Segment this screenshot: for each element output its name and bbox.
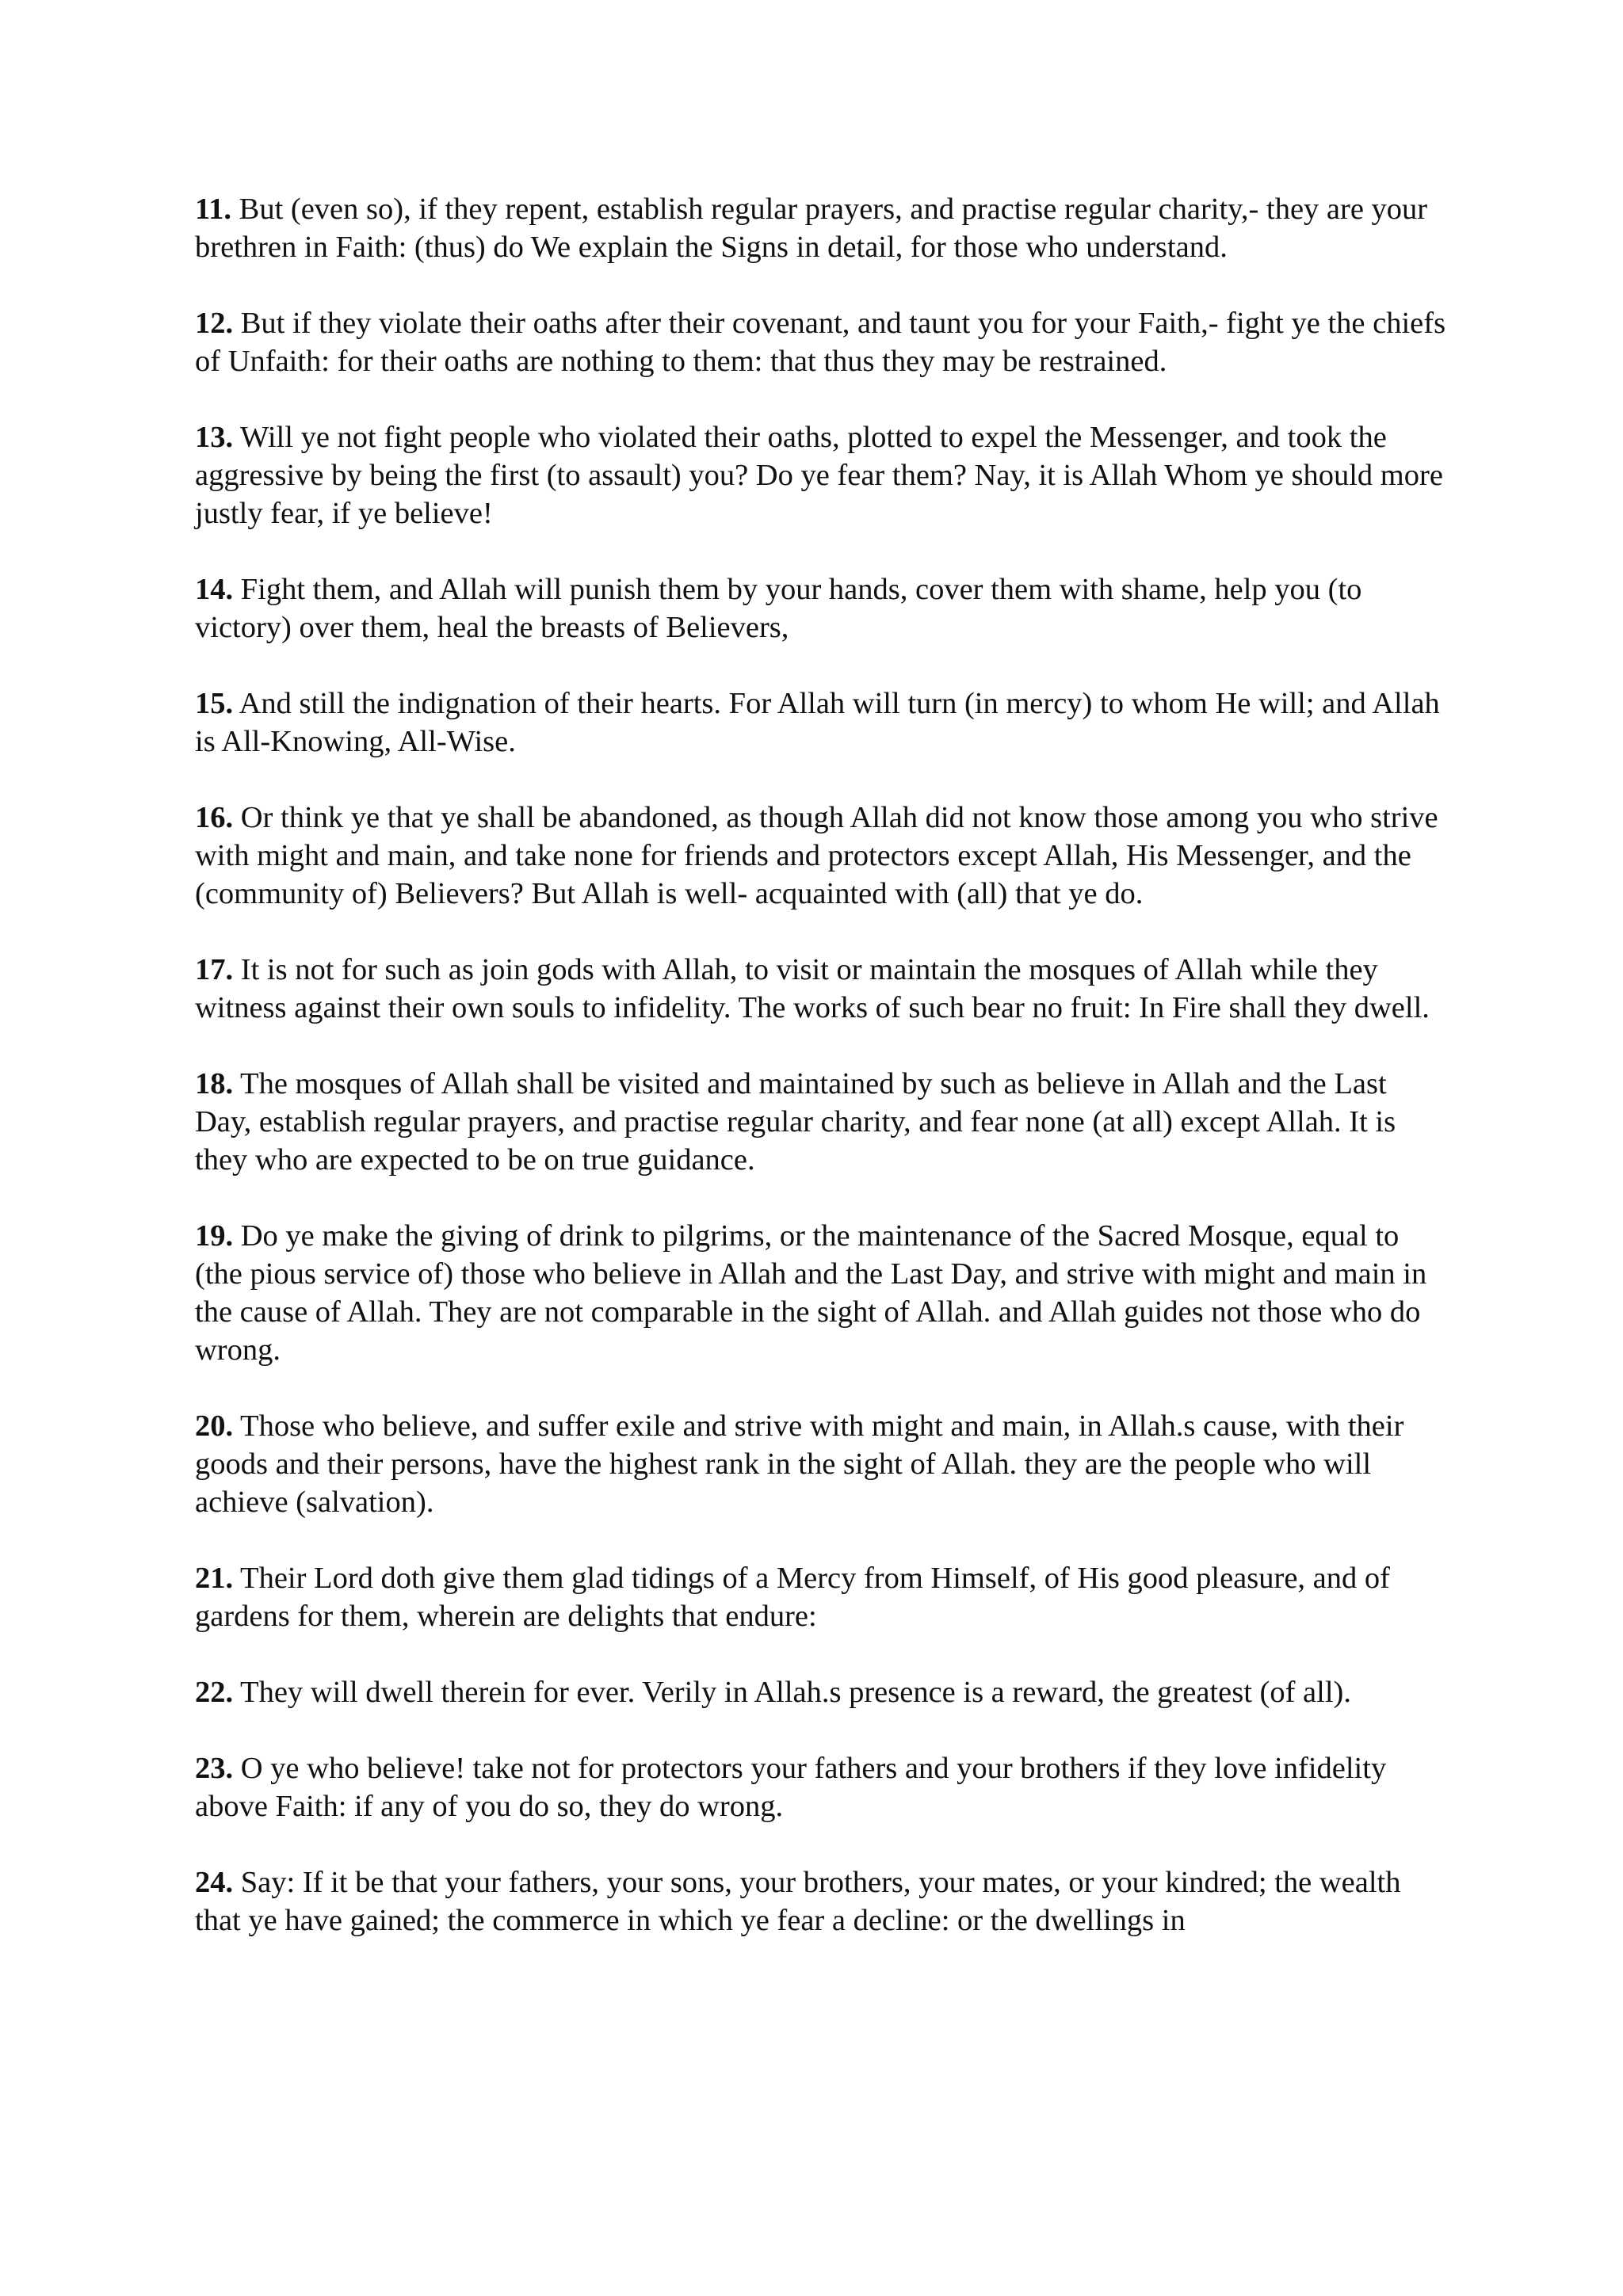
- verse-number: 13.: [195, 421, 234, 454]
- verse-13: [195, 418, 1447, 532]
- verse-text: They will dwell therein for ever. Verily in Allah.s presence is a reward, the greatest (of all).: [233, 1676, 1351, 1709]
- verse-24: [195, 1863, 1447, 1939]
- verse-text: Do ye make the giving of drink to pilgrims, or the maintenance of the Sacred Mosque, equal to (the pious service of) those who believe in Allah and the Last Day, and strive with might and main in the cause of Allah. They are not comparable in the sight of Allah. and Allah guides not those who do wrong.: [195, 1219, 1427, 1367]
- verse-text: But if they violate their oaths after their covenant, and taunt you for your Faith,- fight ye the chiefs of Unfaith: for their oaths are nothing to them: that thus they may be restrained.: [195, 307, 1446, 378]
- verse-number: 24.: [195, 1866, 234, 1899]
- verse-text: Or think ye that ye shall be abandoned, as though Allah did not know those among you who strive with might and main, and take none for friends and protectors except Allah, His Messenger, and the (community of) Believers? But Allah is well- acquainted with (all) that ye do.: [195, 801, 1438, 910]
- verse-11: [195, 190, 1447, 266]
- verse-number: 21.: [195, 1562, 234, 1595]
- verse-number: 11.: [195, 193, 232, 226]
- verse-text: The mosques of Allah shall be visited and maintained by such as believe in Allah and the Last Day, establish regular prayers, and practise regular charity, and fear none (at all) except Allah. It is they who are expected to be on true guidance.: [195, 1067, 1396, 1177]
- verse-number: 17.: [195, 953, 234, 986]
- document-page: [195, 190, 1447, 1978]
- verse-text: But (even so), if they repent, establish regular prayers, and practise regular charity,- they are your brethren in Faith: (thus) do We explain the Signs in detail, for those who understand.: [195, 193, 1428, 264]
- verse-16: [195, 799, 1447, 913]
- verse-number: 12.: [195, 307, 234, 340]
- verse-number: 18.: [195, 1067, 234, 1100]
- verse-number: 20.: [195, 1409, 234, 1443]
- verse-text: Say: If it be that your fathers, your sons, your brothers, your mates, or your kindred; the wealth that ye have gained; the commerce in which ye fear a decline: or the dwellings in: [195, 1866, 1401, 1937]
- verse-22: [195, 1673, 1447, 1711]
- verse-number: 15.: [195, 687, 234, 720]
- verse-17: [195, 951, 1447, 1027]
- verse-text: And still the indignation of their hearts. For Allah will turn (in mercy) to whom He will; and Allah is All-Knowing, All-Wise.: [195, 687, 1440, 758]
- verse-number: 22.: [195, 1676, 234, 1709]
- verse-text: Fight them, and Allah will punish them by your hands, cover them with shame, help you (to victory) over them, heal the breasts of Believers,: [195, 573, 1362, 644]
- verse-text: Their Lord doth give them glad tidings of a Mercy from Himself, of His good pleasure, and of gardens for them, wherein are delights that endure:: [195, 1562, 1390, 1633]
- verse-number: 19.: [195, 1219, 234, 1253]
- verse-12: [195, 304, 1447, 380]
- verse-18: [195, 1065, 1447, 1179]
- verse-text: Will ye not fight people who violated their oaths, plotted to expel the Messenger, and took the aggressive by being the first (to assault) you? Do ye fear them? Nay, it is Allah Whom ye should more justly fear, if ye believe!: [195, 421, 1443, 530]
- verse-21: [195, 1559, 1447, 1635]
- verse-23: [195, 1749, 1447, 1825]
- verse-number: 14.: [195, 573, 234, 606]
- verse-text: Those who believe, and suffer exile and strive with might and main, in Allah.s cause, with their goods and their persons, have the highest rank in the sight of Allah. they are the people who will achieve (salvation).: [195, 1409, 1404, 1519]
- verse-text: It is not for such as join gods with Allah, to visit or maintain the mosques of Allah while they witness against their own souls to infidelity. The works of such bear no fruit: In Fire shall they dwell.: [195, 953, 1430, 1024]
- verse-15: [195, 685, 1447, 761]
- verse-number: 23.: [195, 1752, 234, 1785]
- verse-19: [195, 1217, 1447, 1369]
- verse-14: [195, 570, 1447, 646]
- verse-number: 16.: [195, 801, 234, 834]
- verse-text: O ye who believe! take not for protectors your fathers and your brothers if they love infidelity above Faith: if any of you do so, they do wrong.: [195, 1752, 1387, 1823]
- verse-20: [195, 1407, 1447, 1521]
